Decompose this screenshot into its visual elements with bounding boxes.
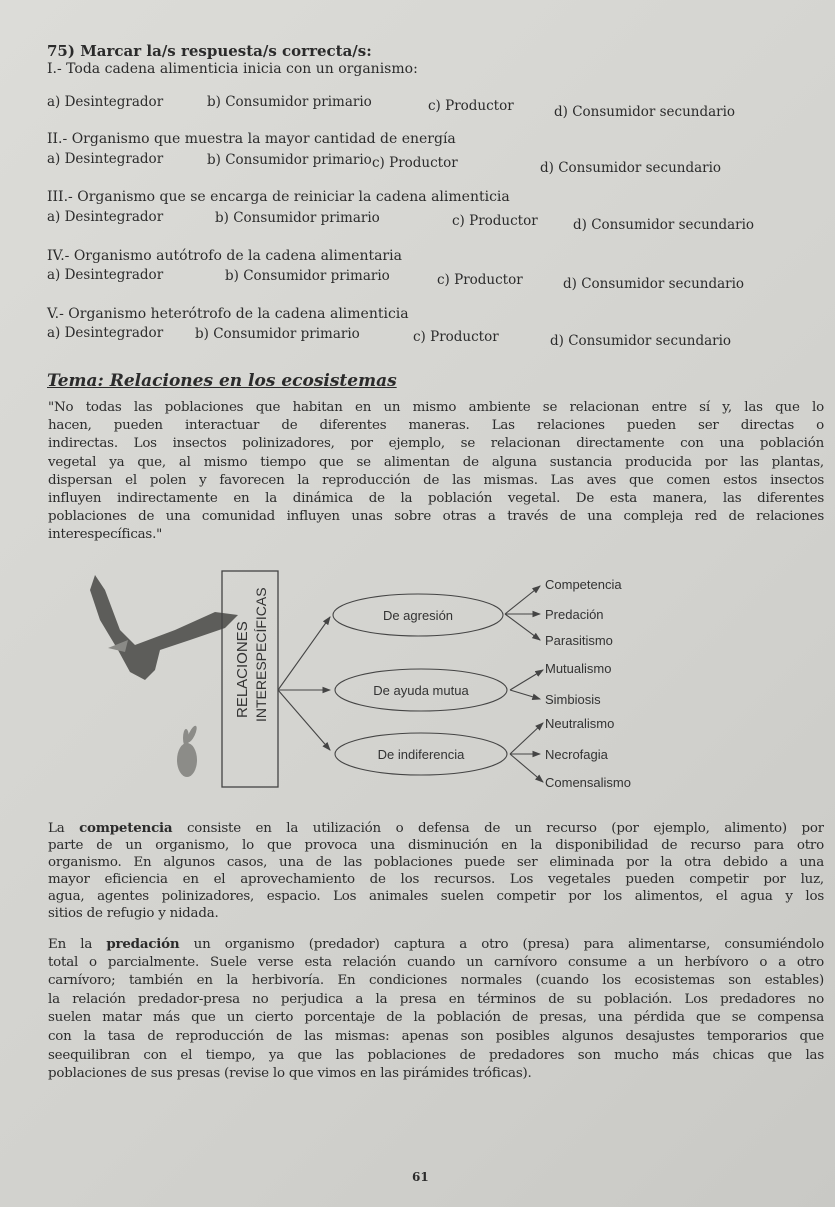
question-prompt: IV.- Organismo autótrofo de la cadena alimentaria xyxy=(47,248,402,264)
relation-label: Comensalismo xyxy=(545,775,631,790)
option-a[interactable]: a) Desintegrador xyxy=(47,267,164,283)
text-line: organismo. En algunos casos, una de las poblaciones puede ser eliminada por la otra debido a una xyxy=(48,855,824,870)
root-label-line2: INTERESPECÍFICAS xyxy=(253,587,269,722)
question-prompt: III.- Organismo que se encarga de reiniciar la cadena alimenticia xyxy=(47,189,510,205)
predacion-paragraph xyxy=(48,935,824,1084)
relation-label: Parasitismo xyxy=(545,633,613,648)
text-line: mayor eficiencia en el aprovechamiento de los recursos. Los vegetales pueden competir por luz, xyxy=(48,872,824,887)
text-line: total o parcialmente. Suele verse esta relación cuando un carnívoro consume a un herbívoro o a otro xyxy=(48,954,824,970)
eagle-illustration xyxy=(90,575,238,680)
text-line: indirectas. Los insectos polinizadores, por ejemplo, se relacionan directamente con una población xyxy=(48,436,824,452)
option-d[interactable]: d) Consumidor secundario xyxy=(540,160,722,176)
text-line: vegetal ya que, al mismo tiempo que se alimentan de alguna sustancia producida por las plantas, xyxy=(48,454,824,470)
option-d[interactable]: d) Consumidor secundario xyxy=(550,333,732,349)
text-line: influyen indirectamente en la dinámica de la población vegetal. De esta manera, las diferentes xyxy=(48,490,824,506)
text-line: hacen, pueden interactuar de diferentes maneras. Las relaciones pueden ser directas o xyxy=(48,418,824,434)
option-a[interactable]: a) Desintegrador xyxy=(47,209,164,225)
text: un organismo (predador) captura a otro (presa) para alimentarse, consumiéndolo xyxy=(179,937,824,952)
option-c[interactable]: c) Productor xyxy=(437,272,523,288)
text-line: poblaciones de sus presas (revise lo que vimos en las pirámides tróficas). xyxy=(48,1066,532,1082)
option-d[interactable]: d) Consumidor secundario xyxy=(573,217,755,233)
rabbit-illustration xyxy=(177,725,199,777)
text-line xyxy=(48,820,824,837)
text-line: la relación predador-presa no perjudica a la presa en términos de su población. Los predadores no xyxy=(48,991,824,1007)
text: La xyxy=(48,821,80,836)
text-line xyxy=(48,935,824,954)
relation-label: Predación xyxy=(545,607,604,622)
text: En la xyxy=(48,937,107,952)
relation-label: Competencia xyxy=(545,577,622,592)
text-line: con la tasa de reproducción de las mismas: apenas son posibles algunos desajustes temporarios que xyxy=(48,1028,824,1044)
option-b[interactable]: b) Consumidor primario xyxy=(225,268,390,284)
option-a[interactable]: a) Desintegrador xyxy=(47,151,164,167)
option-d[interactable]: d) Consumidor secundario xyxy=(563,276,745,292)
text-line: agua, agentes polinizadores, espacio. Los animales suelen competir por los alimentos, el agua y los xyxy=(48,889,824,904)
text: consiste en la utilización o defensa de un recurso (por ejemplo, alimento) por xyxy=(172,821,824,836)
text-line: suelen matar más que un cierto porcentaje de la población de presas, una pérdida que se compensa xyxy=(48,1010,824,1026)
option-b[interactable]: b) Consumidor primario xyxy=(207,94,372,110)
group-label: De indiferencia xyxy=(377,747,465,762)
root-label-line1: RELACIONES xyxy=(234,621,251,718)
topic-title: Tema: Relaciones en los ecosistemas xyxy=(47,371,397,391)
question-prompt: II.- Organismo que muestra la mayor cantidad de energía xyxy=(47,131,456,147)
relation-label: Neutralismo xyxy=(545,716,615,731)
competencia-paragraph xyxy=(48,820,824,922)
term-competencia: competencia xyxy=(79,820,173,836)
text-line: interespecíficas." xyxy=(48,527,163,543)
question-prompt: V.- Organismo heterótrofo de la cadena alimenticia xyxy=(47,306,409,322)
text-line: poblaciones de una comunidad influyen unas sobre otras a través de una compleja red de relaciones xyxy=(48,509,824,525)
option-a[interactable]: a) Desintegrador xyxy=(47,325,164,341)
text-line: "No todas las poblaciones que habitan en un mismo ambiente se relacionan entre sí y, las que lo xyxy=(48,400,824,415)
term-predacion: predación xyxy=(106,936,180,952)
group-label: De agresión xyxy=(382,608,454,623)
option-c[interactable]: c) Productor xyxy=(428,98,514,114)
relation-label: Mutualismo xyxy=(545,661,612,676)
option-d[interactable]: d) Consumidor secundario xyxy=(554,104,736,120)
option-c[interactable]: c) Productor xyxy=(452,213,538,229)
text-line: carnívoro; también en la herbivoría. En condiciones normales (cuando los ecosistemas son estables) xyxy=(48,973,824,989)
option-c[interactable]: c) Productor xyxy=(413,329,499,345)
question-prompt: I.- Toda cadena alimenticia inicia con un organismo: xyxy=(47,61,418,77)
option-a[interactable]: a) Desintegrador xyxy=(47,94,164,110)
option-b[interactable]: b) Consumidor primario xyxy=(207,152,372,168)
option-b[interactable]: b) Consumidor primario xyxy=(215,210,380,226)
text-line: seequilibran con el tiempo, ya que las poblaciones de predadores son mucho más chicas que las xyxy=(48,1047,824,1063)
relation-label: Simbiosis xyxy=(545,692,601,707)
relation-label: Necrofagia xyxy=(545,747,608,762)
question-header: 75) Marcar la/s respuesta/s correcta/s: xyxy=(47,42,372,60)
text-line: sitios de refugio y nidada. xyxy=(48,906,219,921)
option-c[interactable]: c) Productor xyxy=(372,155,458,171)
text-line: dispersan el polen y favorecen la reproducción de las mismas. Las aves que comen estos insectos xyxy=(48,472,824,488)
text-line: parte de un organismo, lo que provoca una disminución en la disponibilidad de recurso para otro xyxy=(48,838,824,853)
page-number: 61 xyxy=(412,1170,429,1184)
option-b[interactable]: b) Consumidor primario xyxy=(195,326,360,342)
group-label: De ayuda mutua xyxy=(373,683,469,698)
